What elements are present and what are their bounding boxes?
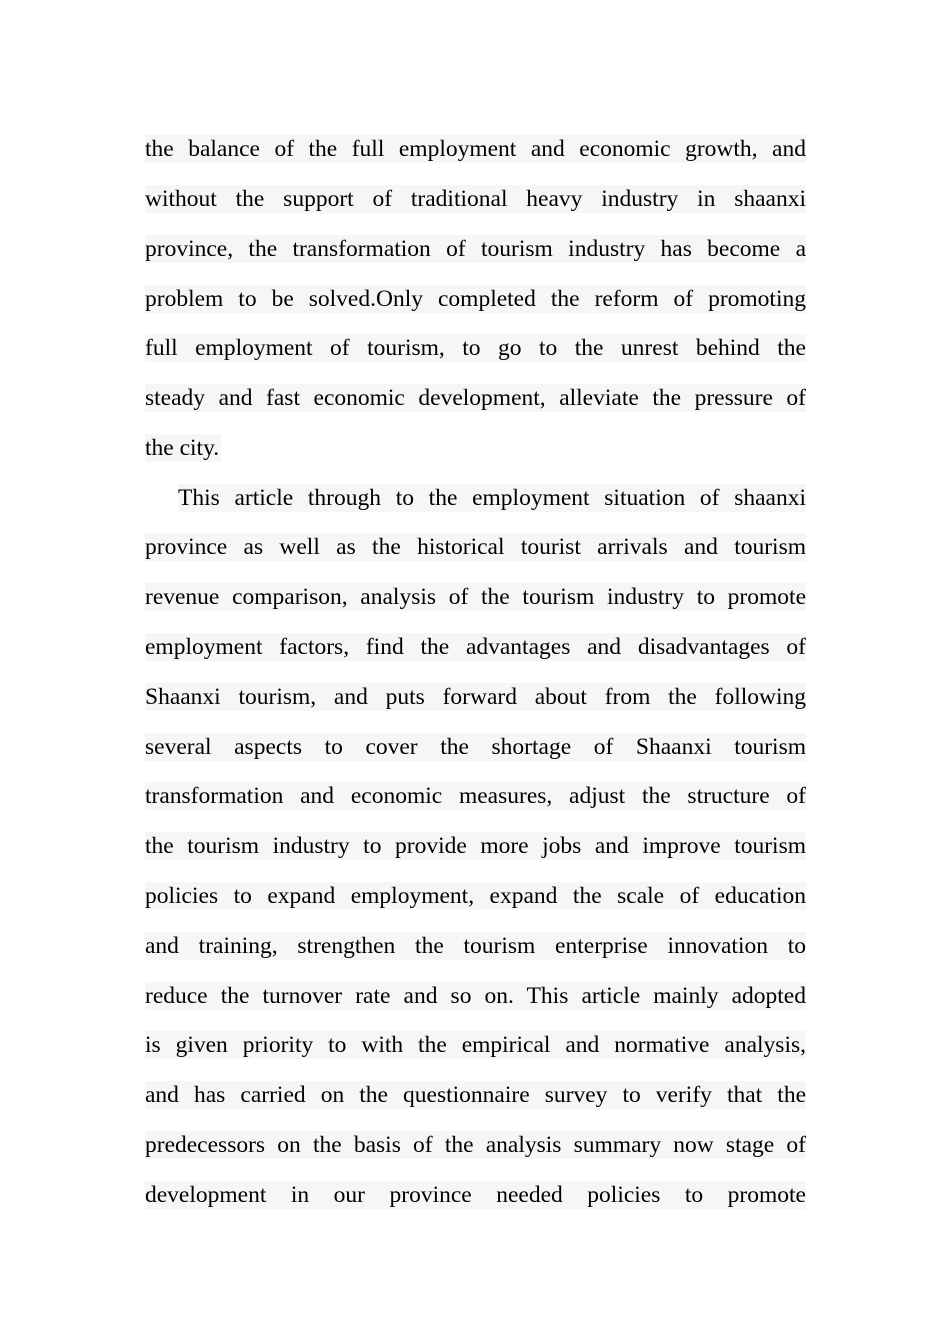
text-line: predecessors on the basis of the analysis summary now stage of (145, 1132, 806, 1158)
text-line: the city. (145, 435, 220, 461)
text-line: province as well as the historical tourist arrivals and tourism (145, 534, 806, 560)
text-line: transformation and economic measures, adjust the structure of (145, 783, 806, 809)
text-line: steady and fast economic development, alleviate the pressure of (145, 385, 806, 411)
text-line: province, the transformation of tourism industry has become a (145, 236, 806, 262)
text-line: This article through to the employment situation of shaanxi (178, 485, 806, 511)
text-line: policies to expand employment, expand the scale of education (145, 883, 806, 909)
text-line: is given priority to with the empirical and normative analysis, (145, 1032, 806, 1058)
text-line: employment factors, find the advantages and disadvantages of (145, 634, 806, 660)
text-line: without the support of traditional heavy industry in shaanxi (145, 186, 806, 212)
text-line: full employment of tourism, to go to the unrest behind the (145, 335, 806, 361)
text-line: Shaanxi tourism, and puts forward about from the following (145, 684, 806, 710)
text-line: and has carried on the questionnaire survey to verify that the (145, 1082, 806, 1108)
text-line: the tourism industry to provide more jobs and improve tourism (145, 833, 806, 859)
text-line: the balance of the full employment and economic growth, and (145, 136, 806, 162)
text-line: several aspects to cover the shortage of Shaanxi tourism (145, 734, 806, 760)
text-line: and training, strengthen the tourism enterprise innovation to (145, 933, 806, 959)
text-line: reduce the turnover rate and so on. This article mainly adopted (145, 983, 806, 1009)
text-line: problem to be solved.Only completed the reform of promoting (145, 286, 806, 312)
text-line: development in our province needed policies to promote (145, 1182, 806, 1208)
text-line: revenue comparison, analysis of the tourism industry to promote (145, 584, 806, 610)
